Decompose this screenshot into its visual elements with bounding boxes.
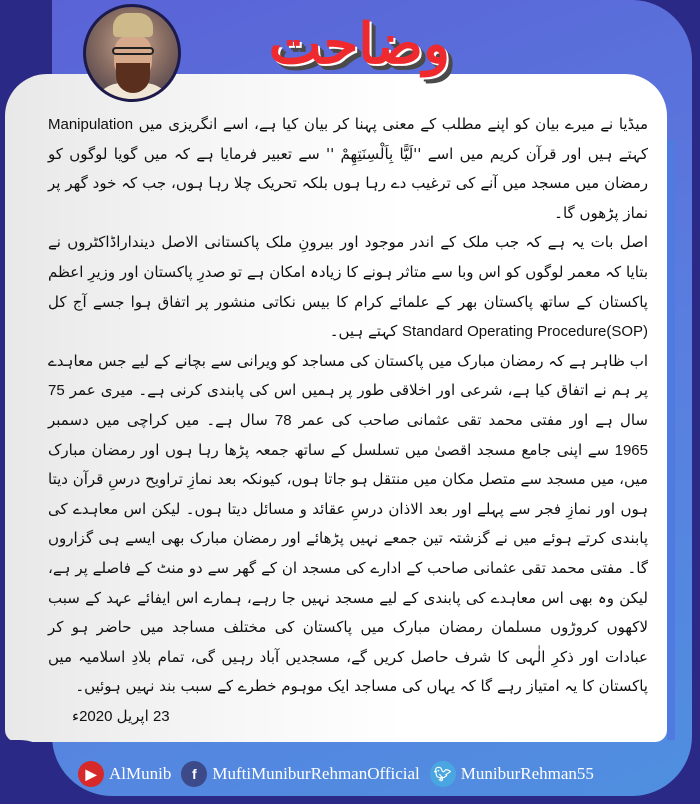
paragraph-text: میڈیا نے میرے بیان کو اپنے مطلب کے معنی پہنا کر بیان کیا ہے، اسے انگریزی میں (133, 115, 648, 133)
portrait-avatar (83, 4, 181, 102)
paragraph-text: اب ظاہر ہے کہ رمضان مبارک میں پاکستان کی مساجد کو ویرانی سے بچانے کے لیے جس معاہدے پر ہم نے اتفاق کیا ہے، شرعی اور اخلاقی طور پر ہمیں اس کی پابندی کرنی ہے۔ میری عمر (48, 351, 648, 400)
age-number: 78 (274, 411, 292, 429)
statement-body (48, 110, 648, 702)
facebook-icon: f (181, 761, 207, 787)
statement-date: 23 اپریل 2020ء (72, 708, 170, 725)
facebook-handle: MuftiMuniburRehmanOfficial (212, 764, 420, 783)
paragraph-1 (48, 110, 648, 228)
english-term: Manipulation (48, 116, 134, 133)
youtube-icon: ▶ (78, 761, 104, 787)
twitter-handle: MuniburRehman55 (460, 764, 594, 783)
paragraph-text: سال ہے۔ میں کراچی میں دسمبر (48, 410, 275, 429)
paragraph-3 (48, 347, 648, 702)
english-term: Standard Operating Procedure(SOP) (402, 323, 648, 341)
paragraph-text: سے اپنی جامع مسجد اقصیٰ میں تسلسل کے ساتھ جمعہ پڑھا رہا ہوں اور رمضان مبارک میں، میں مسجد سے متصل مکان میں منتقل ہو جاتا ہوں، کیونکہ بعد نمازِ تراویح درسِ قرآن دیتا ہوں اور نمازِ فجر سے پہلے اور بعد الاذان درسِ عقائد و مسائل دیتا ہوں۔ لیکن اس معاہدے کی پابندی کرتے ہوئے میں نے گزشتہ تین جمعے نہیں پڑھائے اور رمضان مبارک بھی ایسے ہی گزاروں گا۔ مفتی محمد تقی عثمانی صاحب کے ادارے کی مسجد ان کے گھر سے دو منٹ کے فاصلے پر ہے، لیکن وہ بھی اس معاہدے کی پابندی کے لیے مسجد نہیں جا رہے، ہمارے اس ایفائے عہد کے سبب لاکھوں کروڑوں مسلمان رمضان مبارک میں پاکستان کی مختلف مساجد میں حاضر ہو کر عبادات اور ذکرِ الٰہی کا شرف حاصل کریں گے، مسجدیں آباد رہیں گی، تمام بلادِ اسلامیہ میں پاکستان کا یہ امتیاز رہے گا کہ یہاں کی مساجد ایک موہوم خطرے کے سبب بند نہیں ہوئیں۔ (48, 440, 648, 696)
year-number: 1965 (614, 441, 648, 459)
social-footer (78, 758, 598, 790)
youtube-handle: AlMunib (109, 764, 172, 783)
facebook-link[interactable] (181, 761, 419, 787)
paragraph-text: کہتے ہیں اور قرآن کریم میں اسے ''لَیًّا بِاَلْسِنَتِهِمْ '' سے تعبیر فرمایا ہے کہ میں گویا لوگوں کو رمضان میں مسجد میں آنے کی ترغیب دے رہا ہوں بلکہ تحریک چلا رہا ہوں، جب کہ خود گھر پر نماز پڑھوں گا۔ (48, 144, 648, 222)
paragraph-text: کہتے ہیں۔ (329, 322, 403, 341)
frame-corner (5, 740, 60, 804)
youtube-link[interactable] (78, 761, 171, 787)
frame-accent (667, 140, 675, 740)
twitter-icon: 🐦︎ (430, 761, 456, 787)
twitter-link[interactable] (430, 761, 594, 787)
page-title: وضاحت (268, 11, 450, 77)
paragraph-text: سال ہے اور مفتی محمد تقی عثمانی صاحب کی عمر (291, 410, 648, 429)
portrait-cap (113, 13, 153, 37)
paragraph-2 (48, 228, 648, 346)
paragraph-text: اصل بات یہ ہے کہ جب ملک کے اندر موجود اور بیرونِ ملک پاکستانی الاصل دینداراڈاکٹروں نے بتایا کہ معمر لوگوں کو اس وبا سے متاثر ہونے کا زیادہ امکان ہے تو صدرِ پاکستان اور وزیرِ اعظم پاکستان کے ساتھ پاکستان بھر کے علمائے کرام کا بیس نکاتی منشور پر اتفاق ہوا جسے آج کل (48, 233, 648, 311)
portrait-glasses (112, 47, 154, 55)
age-number: 75 (48, 382, 65, 400)
